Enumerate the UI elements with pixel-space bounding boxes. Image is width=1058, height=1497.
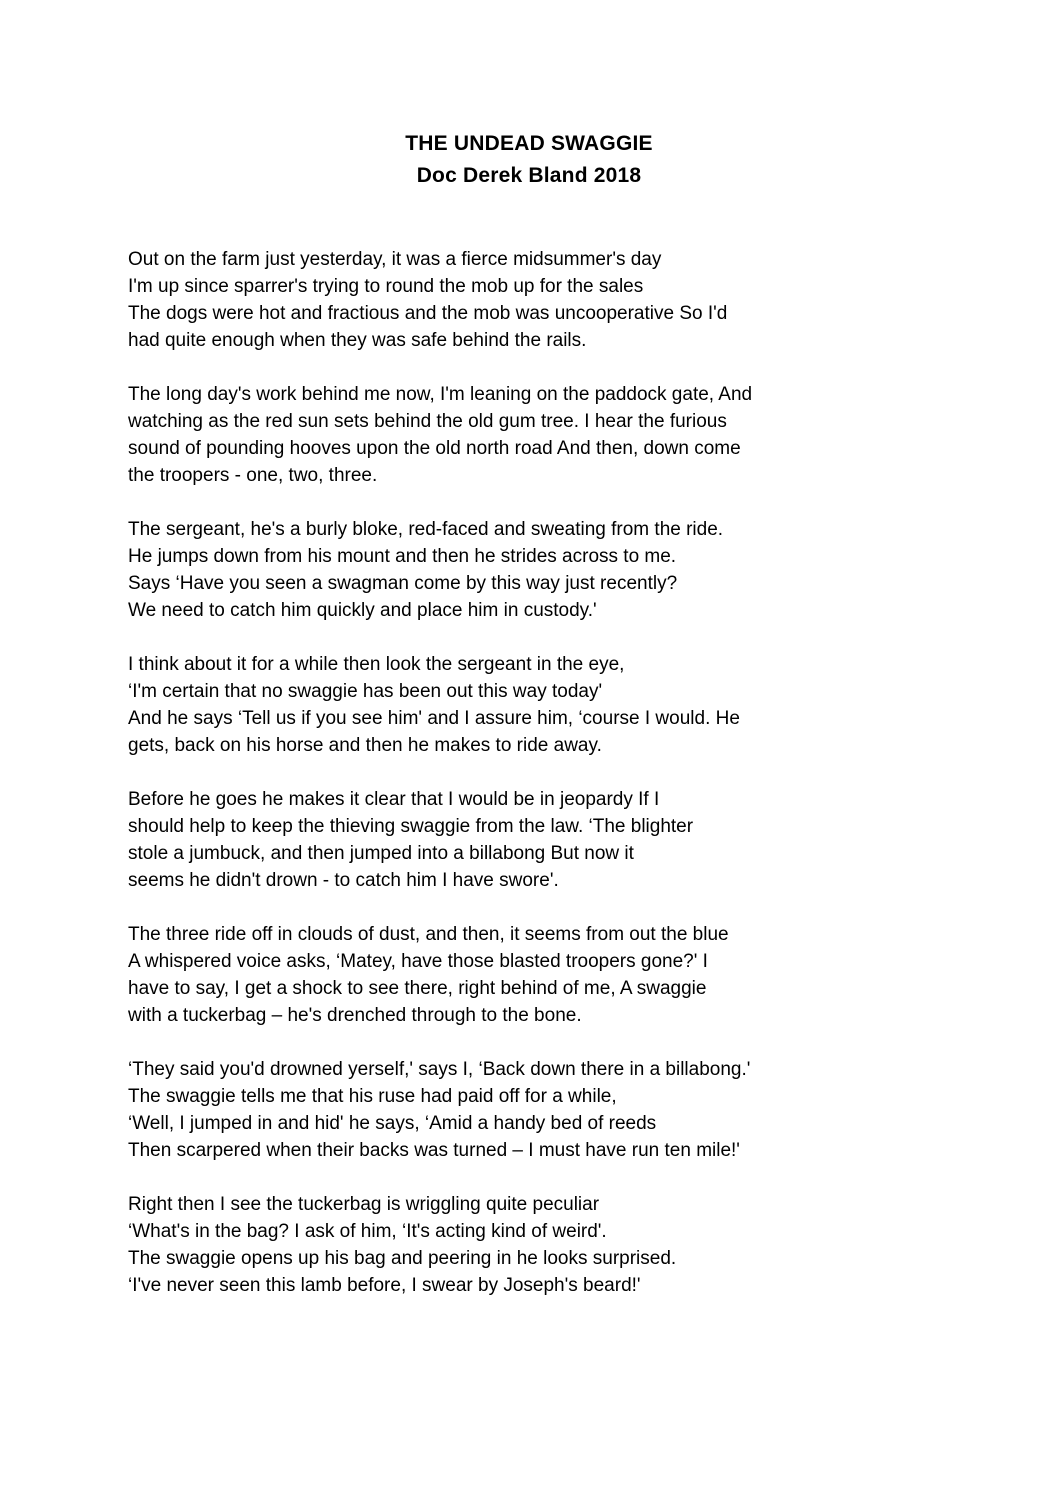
stanza [128,786,1028,894]
poem-line: He jumps down from his mount and then he strides across to me. [128,546,677,567]
stanza [128,1056,1028,1164]
poem-line: And he says ‘Tell us if you see him' and I assure him, ‘course I would. He [128,708,740,729]
poem-line: The sergeant, he's a burly bloke, red-faced and sweating from the ride. [128,519,724,540]
poem-line: The three ride off in clouds of dust, and then, it seems from out the blue [128,924,729,945]
poem-line: Before he goes he makes it clear that I would be in jeopardy If I [128,789,660,810]
poem-line: The long day's work behind me now, I'm leaning on the paddock gate, And [128,384,753,405]
poem-line: should help to keep the thieving swaggie from the law. ‘The blighter [128,816,694,837]
poem-line: have to say, I get a shock to see there, right behind of me, A swaggie [128,978,707,999]
poem-line: I think about it for a while then look the sergeant in the eye, [128,654,625,675]
stanza [128,381,1028,489]
poem-line: gets, back on his horse and then he makes to ride away. [128,735,602,756]
poem-line: the troopers - one, two, three. [128,465,378,486]
poem-line: seems he didn't drown - to catch him I have swore'. [128,870,559,891]
poem-line: ‘They said you'd drowned yerself,' says I, ‘Back down there in a billabong.' [128,1059,751,1080]
stanza [128,1191,1028,1299]
poem-line: stole a jumbuck, and then jumped into a billabong But now it [128,843,634,864]
poem-line: watching as the red sun sets behind the old gum tree. I hear the furious [128,411,727,432]
poem-line: Says ‘Have you seen a swagman come by this way just recently? [128,573,678,594]
title-block [0,128,1058,192]
poem-line: with a tuckerbag – he's drenched through to the bone. [128,1005,582,1026]
poem-line: The dogs were hot and fractious and the mob was uncooperative So I'd [128,303,728,324]
poem-line: A whispered voice asks, ‘Matey, have those blasted troopers gone?' I [128,951,708,972]
poem-byline: Doc Derek Bland 2018 [416,164,642,187]
poem-line: Right then I see the tuckerbag is wriggling quite peculiar [128,1194,600,1215]
poem-line: The swaggie opens up his bag and peering in he looks surprised. [128,1248,677,1269]
poem-line: Out on the farm just yesterday, it was a fierce midsummer's day [128,249,662,270]
stanza [128,921,1028,1029]
poem-line: Then scarpered when their backs was turned – I must have run ten mile!' [128,1140,740,1161]
poem-line: ‘I'm certain that no swaggie has been out this way today' [128,681,603,702]
poem-line: The swaggie tells me that his ruse had paid off for a while, [128,1086,617,1107]
stanza [128,516,1028,624]
poem-line: ‘Well, I jumped in and hid' he says, ‘Amid a handy bed of reeds [128,1113,657,1134]
poem-line: sound of pounding hooves upon the old north road And then, down come [128,438,741,459]
poem-body [128,246,1028,1326]
poem-line: ‘I've never seen this lamb before, I swear by Joseph's beard!' [128,1275,641,1296]
stanza [128,246,1028,354]
poem-line: ‘What's in the bag? I ask of him, ‘It's acting kind of weird'. [128,1221,607,1242]
poem-line: had quite enough when they was safe behind the rails. [128,330,587,351]
poem-title: THE UNDEAD SWAGGIE [405,132,653,155]
poem-line: I'm up since sparrer's trying to round the mob up for the sales [128,276,644,297]
stanza [128,651,1028,759]
poem-line: We need to catch him quickly and place him in custody.' [128,600,597,621]
